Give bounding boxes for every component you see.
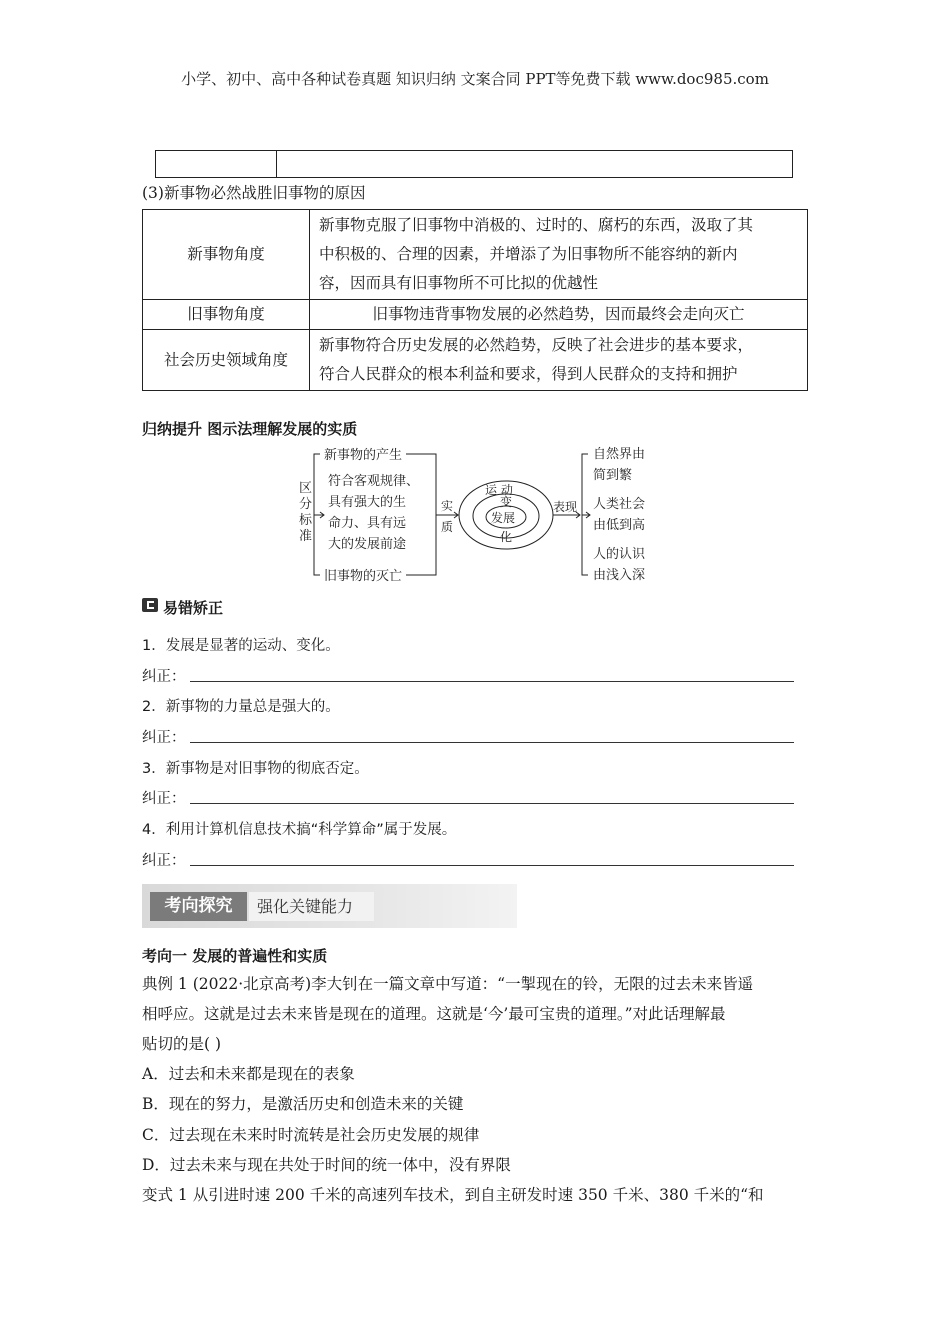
correction-label: 纠正： xyxy=(142,791,186,807)
option-a[interactable]: A．过去和未来都是现在的表象 xyxy=(142,1065,355,1083)
correction-label: 纠正： xyxy=(142,669,186,685)
error-item: 3．新事物是对旧事物的彻底否定。 xyxy=(142,761,369,777)
diagram-label: 准 xyxy=(299,529,313,544)
row-label: 旧事物角度 xyxy=(143,300,310,330)
core-label: 发展 xyxy=(491,511,516,525)
correction-label: 纠正： xyxy=(142,853,186,869)
content-line: 容，因而具有旧事物所不可比拟的优越性 xyxy=(319,274,599,292)
option-c[interactable]: C．过去现在未来时时流转是社会历史发展的规律 xyxy=(142,1126,480,1144)
row-label: 社会历史领域角度 xyxy=(143,330,310,391)
feature-line: 命力、具有远 xyxy=(328,516,407,531)
banner-sub: 强化关键能力 xyxy=(249,892,374,921)
correction-line[interactable] xyxy=(190,803,794,804)
variant-line: 变式 1 从引进时速 200 千米的高速列车技术，到自主研发时速 350 千米、380 千米的“和 xyxy=(142,1186,764,1204)
essence-label: 实 xyxy=(441,499,454,513)
feature-line: 大的发展前途 xyxy=(328,537,407,552)
outer-ring-label: 运 动 xyxy=(485,483,513,497)
reasons-table xyxy=(142,209,808,391)
error-item: 2．新事物的力量总是强大的。 xyxy=(142,699,340,715)
table-row xyxy=(143,210,808,300)
result-line: 由低到高 xyxy=(593,518,646,533)
previous-table-fragment xyxy=(155,150,793,178)
direction-title: 考向一 发展的普遍性和实质 xyxy=(142,947,328,965)
errors-title: 易错矫正 xyxy=(163,599,224,617)
diagram-label: 区 xyxy=(299,481,313,496)
manifest-label: 表现 xyxy=(553,500,578,514)
example-line: 相呼应。这就是过去未来皆是现在的道理。这就是‘今’最可宝贵的道理。”对此话理解最 xyxy=(142,1005,726,1023)
essence-label: 质 xyxy=(441,520,454,534)
section-banner xyxy=(142,884,517,928)
example-line: 贴切的是( ) xyxy=(142,1035,222,1053)
content-line: 新事物克服了旧事物中消极的、过时的、腐朽的东西，汲取了其 xyxy=(319,216,754,234)
row-content xyxy=(310,210,808,300)
error-item: 4．利用计算机信息技术搞“科学算命”属于发展。 xyxy=(142,822,457,838)
row-label: 新事物角度 xyxy=(143,210,310,300)
content-line: 中积极的、合理的因素，并增添了为旧事物所不能容纳的新内 xyxy=(319,245,738,263)
correction-line[interactable] xyxy=(190,681,794,682)
correction-line[interactable] xyxy=(190,865,794,866)
new-birth-label: 新事物的产生 xyxy=(324,448,403,463)
middle-ring-label: 变 xyxy=(500,495,513,509)
table-row xyxy=(143,330,808,391)
row-content: 旧事物违背事物发展的必然趋势，因而最终会走向灭亡 xyxy=(310,300,808,330)
error-item: 1．发展是显著的运动、变化。 xyxy=(142,638,340,654)
result-line: 简到繁 xyxy=(593,468,633,483)
error-section-icon xyxy=(142,598,158,612)
feature-line: 符合客观规律、 xyxy=(328,474,420,489)
outer-ring-label: 化 xyxy=(500,530,513,544)
section3-title: (3)新事物必然战胜旧事物的原因 xyxy=(142,184,366,202)
content-line: 新事物符合历史发展的必然趋势，反映了社会进步的基本要求， xyxy=(319,336,754,354)
diagram-label: 分 xyxy=(299,497,313,512)
option-b[interactable]: B．现在的努力，是激活历史和创造未来的关键 xyxy=(142,1095,464,1113)
result-line: 自然界由 xyxy=(593,447,646,462)
old-death-label: 旧事物的灭亡 xyxy=(324,569,403,584)
result-line: 人的认识 xyxy=(593,547,646,562)
banner-main: 考向探究 xyxy=(150,892,247,921)
row-content xyxy=(310,330,808,391)
correction-line[interactable] xyxy=(190,742,794,743)
content-line: 符合人民群众的根本利益和要求，得到人民群众的支持和拥护 xyxy=(319,365,738,383)
induction-title: 归纳提升 图示法理解发展的实质 xyxy=(142,420,358,438)
correction-label: 纠正： xyxy=(142,730,186,746)
development-diagram xyxy=(290,444,670,588)
result-line: 由浅入深 xyxy=(593,568,646,583)
middle-bracket xyxy=(430,454,436,575)
feature-line: 具有强大的生 xyxy=(328,495,407,510)
option-d[interactable]: D．过去未来与现在共处于时间的统一体中，没有界限 xyxy=(142,1156,511,1174)
diagram-label: 标 xyxy=(299,513,313,528)
page-header: 小学、初中、高中各种试卷真题 知识归纳 文案合同 PPT等免费下载 www.doc985.com xyxy=(181,70,769,88)
example-line: 典例 1 (2022·北京高考)李大钊在一篇文章中写道：“一掣现在的铃，无限的过去未来皆遥 xyxy=(142,975,754,993)
table-row xyxy=(143,300,808,330)
result-line: 人类社会 xyxy=(593,497,646,512)
